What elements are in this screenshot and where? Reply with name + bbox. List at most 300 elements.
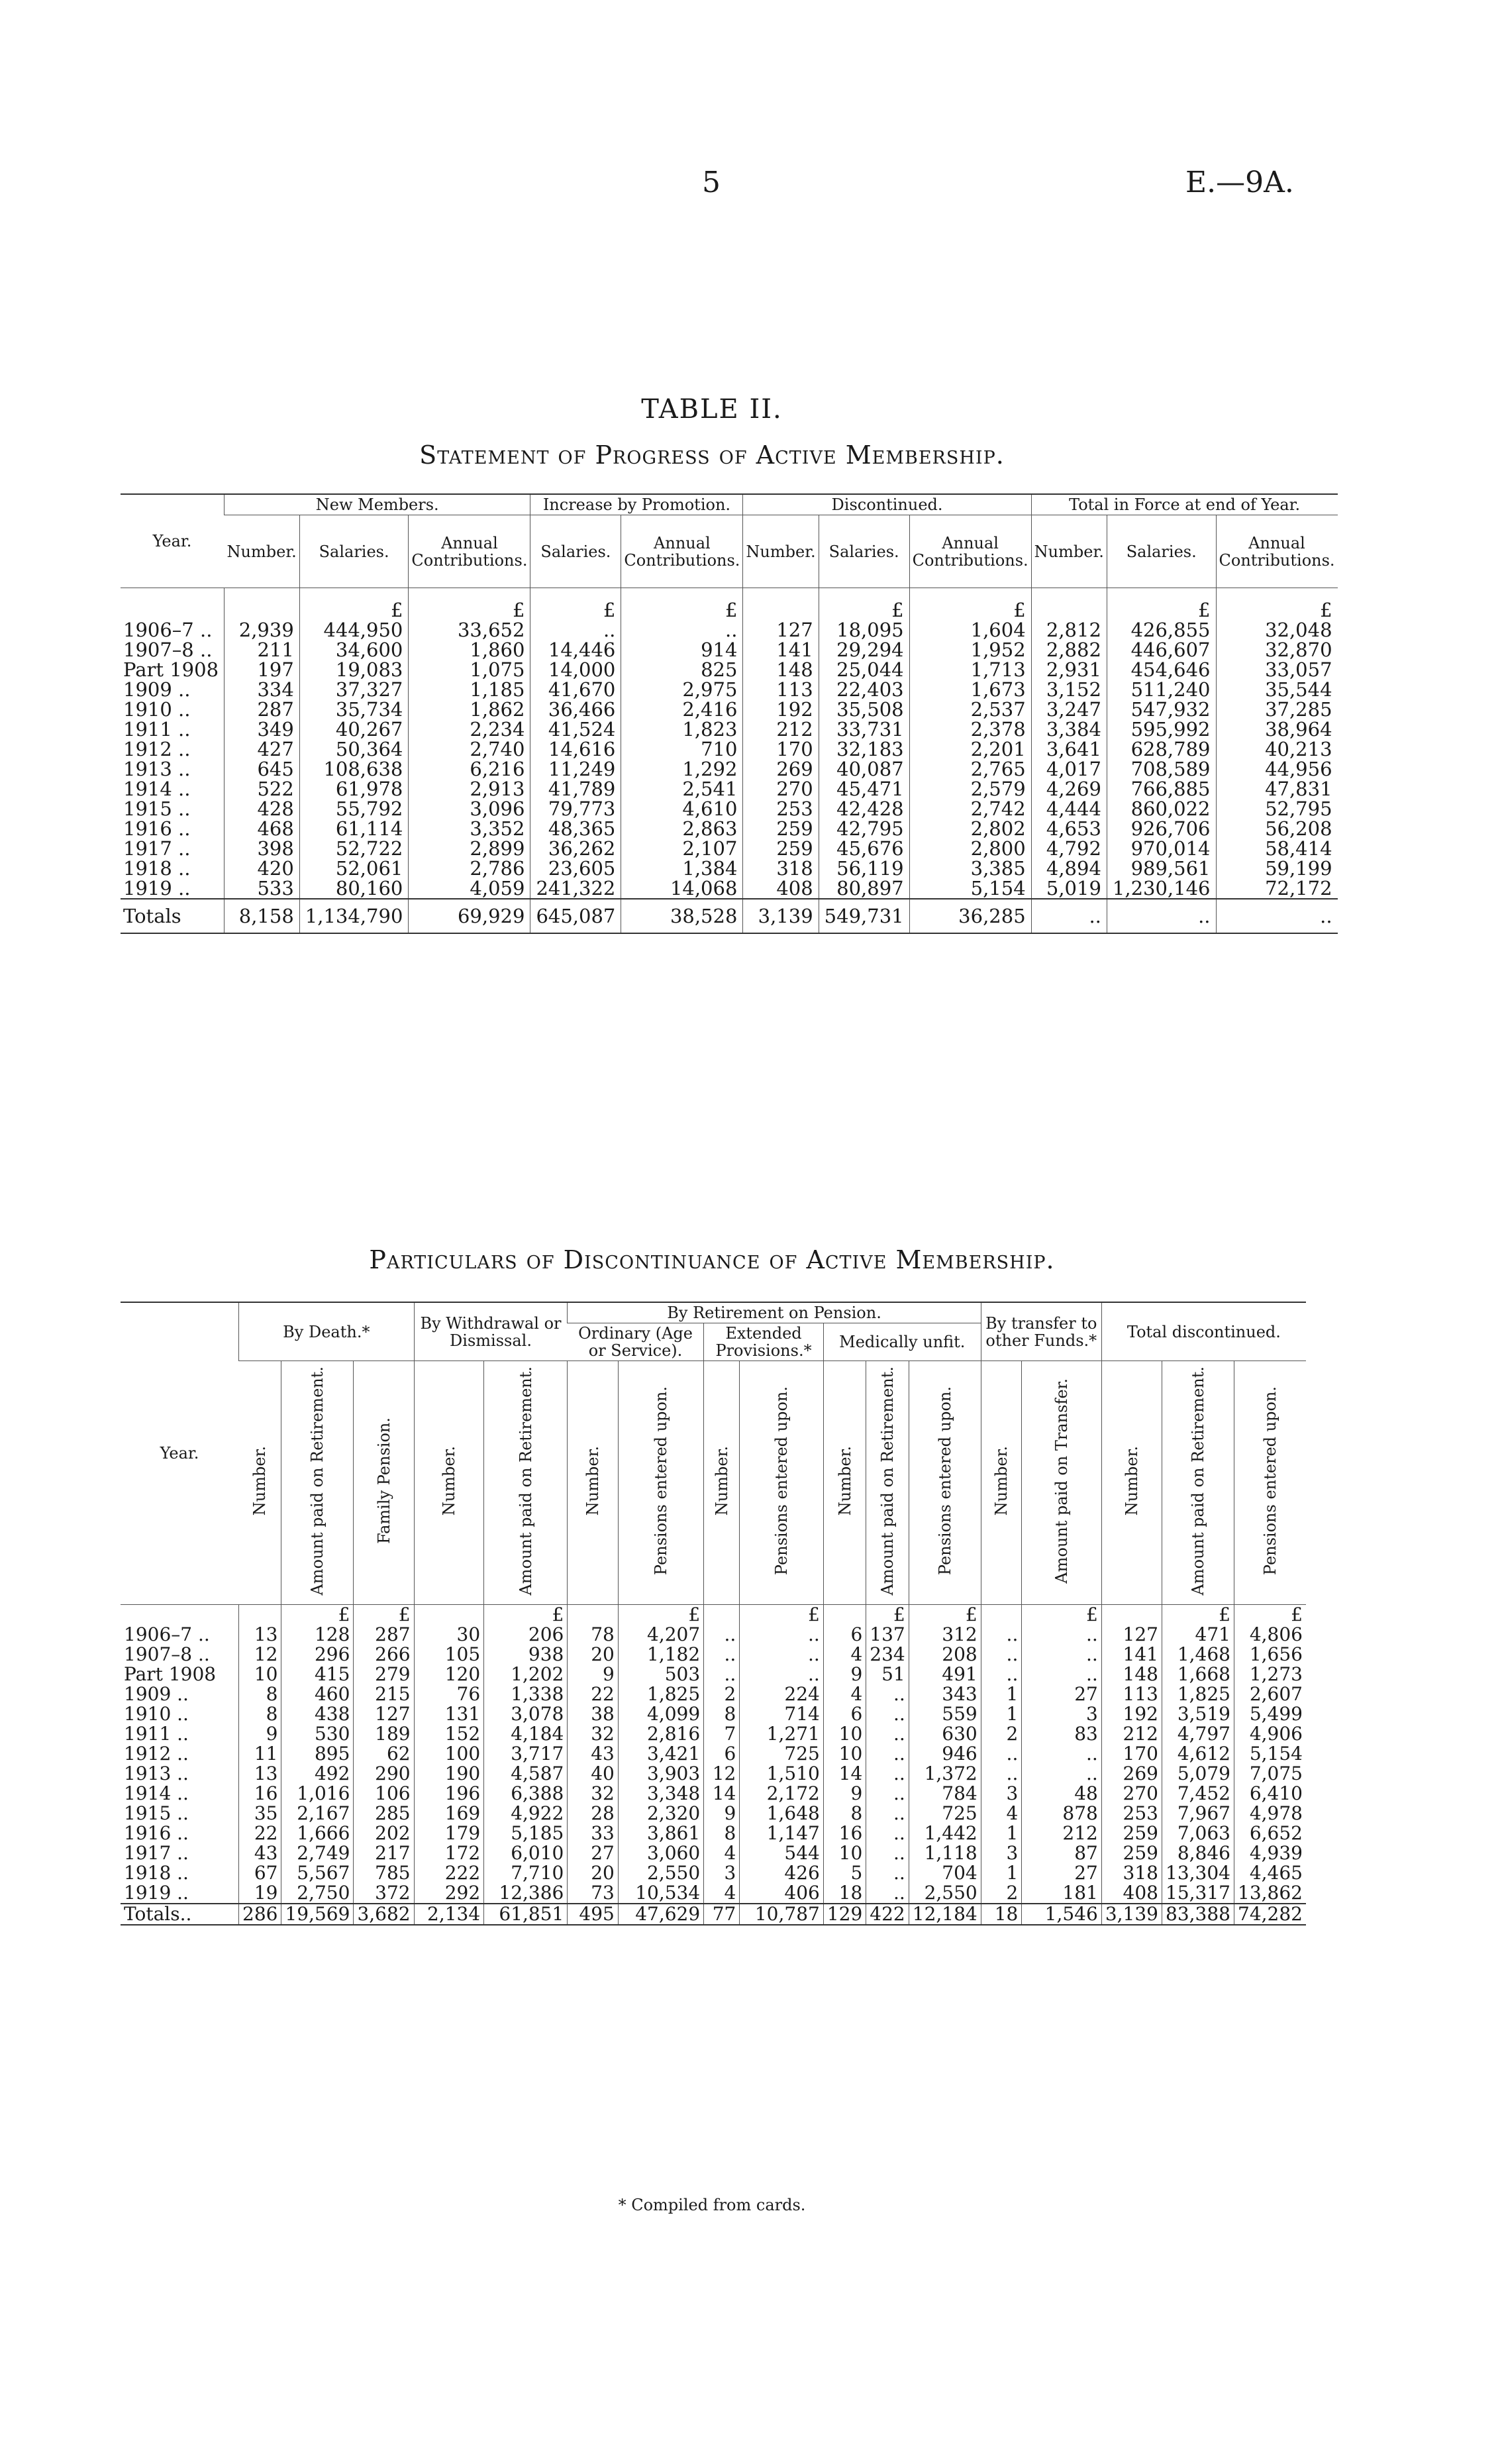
table-cell: 253 (1101, 1804, 1162, 1823)
table-cell: 318 (1101, 1863, 1162, 1883)
table-cell: 714 (740, 1704, 824, 1724)
table-cell: 20 (568, 1863, 618, 1883)
table-cell: 559 (909, 1704, 981, 1724)
table-cell: 970,014 (1107, 839, 1216, 858)
table-cell: 10 (823, 1843, 866, 1863)
row-label: 1917 .. (123, 837, 191, 860)
table-cell: 11,249 (530, 759, 621, 779)
table-cell: 1,185 (409, 680, 530, 699)
table-cell: 37,327 (299, 680, 409, 699)
table-cell: 113 (1101, 1684, 1162, 1704)
table-cell: 1,016 (281, 1784, 354, 1804)
table-cell: 13 (239, 1625, 281, 1645)
table-cell: 2,134 (414, 1904, 484, 1925)
table-cell: 5,079 (1162, 1764, 1234, 1784)
table-row (121, 1724, 1306, 1744)
table-cell: 290 (354, 1764, 414, 1784)
col-header: Number. (823, 1361, 866, 1605)
year-header: Year. (121, 1302, 239, 1604)
table-cell: 7,063 (1162, 1823, 1234, 1843)
subgroup-extended: Extended Provisions.* (704, 1323, 824, 1361)
table-cell: 206 (484, 1625, 568, 1645)
table-cell: 16 (239, 1784, 281, 1804)
table-cell: 38,964 (1216, 719, 1338, 739)
table-cell: 4 (823, 1684, 866, 1704)
table-cell: 192 (743, 699, 819, 719)
table-cell: £ (909, 588, 1031, 621)
table-cell: 1,666 (281, 1823, 354, 1843)
table-cell: 128 (281, 1625, 354, 1645)
table-cell: 33,731 (819, 719, 909, 739)
col-header: Salaries. (819, 515, 909, 588)
table-cell: 1,273 (1234, 1665, 1306, 1684)
table-cell: 32 (568, 1724, 618, 1744)
subgroup-medically-unfit: Medically unfit. (823, 1323, 981, 1361)
table-cell: 2,749 (281, 1843, 354, 1863)
col-header: Number. (743, 515, 819, 588)
table-cell: 48 (1022, 1784, 1101, 1804)
row-label: 1912 .. (124, 1742, 189, 1765)
table-cell: 55,792 (299, 799, 409, 819)
table-cell: 32 (568, 1784, 618, 1804)
group-header-row (121, 1302, 1306, 1323)
table-cell: 52,795 (1216, 799, 1338, 819)
table-cell: 32,183 (819, 739, 909, 759)
col-header: Salaries. (299, 515, 409, 588)
table-cell: 169 (414, 1804, 484, 1823)
col-header: Number. (239, 1361, 281, 1605)
table-cell: 427 (225, 739, 300, 759)
row-label: 1906–7 .. (124, 1623, 210, 1645)
group-header-row (121, 494, 1338, 515)
table-cell: £ (1022, 1604, 1101, 1625)
table-cell: £ (299, 588, 409, 621)
table-cell: 3,384 (1031, 719, 1107, 739)
table-cell: 3,421 (618, 1744, 703, 1764)
table-cell: 7,967 (1162, 1804, 1234, 1823)
table-cell (1031, 588, 1107, 621)
table-cell: 222 (414, 1863, 484, 1883)
table-cell: 190 (414, 1764, 484, 1784)
row-label: 1919 .. (123, 877, 191, 899)
table-cell: 41,789 (530, 779, 621, 799)
table-cell: 42,428 (819, 799, 909, 819)
table-row (121, 699, 1338, 719)
table-cell: 73 (568, 1883, 618, 1904)
table-cell: 2,899 (409, 839, 530, 858)
table-cell: 286 (239, 1904, 281, 1925)
table-cell: .. (621, 620, 743, 640)
table-cell: 67 (239, 1863, 281, 1883)
table-cell: 438 (281, 1704, 354, 1724)
table-row (121, 1744, 1306, 1764)
units-row (121, 588, 1338, 621)
table-cell: £ (530, 588, 621, 621)
table-cell: 1,271 (740, 1724, 824, 1744)
col-header: Pensions entered upon. (909, 1361, 981, 1605)
table-cell: 10 (239, 1665, 281, 1684)
table-cell: .. (981, 1764, 1022, 1784)
table-cell: 51 (866, 1665, 909, 1684)
table-cell: 83,388 (1162, 1904, 1234, 1925)
table-cell: 141 (1101, 1645, 1162, 1665)
table-cell: 6 (823, 1704, 866, 1724)
table-cell: 4,269 (1031, 779, 1107, 799)
table-cell: 34,600 (299, 640, 409, 660)
table-cell: .. (866, 1684, 909, 1704)
membership-progress-table (121, 493, 1338, 934)
table-cell: 2 (704, 1684, 740, 1704)
table-cell: 2,800 (909, 839, 1031, 858)
table-cell: 408 (1101, 1883, 1162, 1904)
table-cell: 40,267 (299, 719, 409, 739)
table-cell: 6,010 (484, 1843, 568, 1863)
table-cell: £ (484, 1604, 568, 1625)
row-label: 1917 .. (124, 1841, 189, 1864)
year-header: Year. (121, 494, 225, 588)
group-total-in-force: Total in Force at end of Year. (1031, 494, 1337, 515)
table-cell: 83 (1022, 1724, 1101, 1744)
table-cell: 6,410 (1234, 1784, 1306, 1804)
col-header: Pensions entered upon. (740, 1361, 824, 1605)
table-row (121, 819, 1338, 839)
table-cell: 23,605 (530, 858, 621, 878)
row-label: 1914 .. (124, 1782, 189, 1804)
table-cell: 14 (823, 1764, 866, 1784)
table-row (121, 1863, 1306, 1883)
table-cell: 2,975 (621, 680, 743, 699)
row-label: 1912 .. (123, 738, 191, 760)
row-label: 1909 .. (123, 678, 191, 701)
table-cell: 2,378 (909, 719, 1031, 739)
col-header: Salaries. (1107, 515, 1216, 588)
table-row (121, 1645, 1306, 1665)
table-cell: 938 (484, 1645, 568, 1665)
table-cell: 15,317 (1162, 1883, 1234, 1904)
table-cell: 3,139 (1101, 1904, 1162, 1925)
table-cell: 511,240 (1107, 680, 1216, 699)
table-cell: 2,802 (909, 819, 1031, 839)
table-cell: 11 (239, 1744, 281, 1764)
table-cell: 192 (1101, 1704, 1162, 1724)
table-cell: 18,095 (819, 620, 909, 640)
row-label: 1911 .. (124, 1722, 189, 1745)
table-cell: 595,992 (1107, 719, 1216, 739)
table-cell: 4,978 (1234, 1804, 1306, 1823)
table-cell: 12 (704, 1764, 740, 1784)
table-cell: 3,903 (618, 1764, 703, 1784)
table-cell: 471 (1162, 1625, 1234, 1645)
table-cell: 7,075 (1234, 1764, 1306, 1784)
table-cell: 3,096 (409, 799, 530, 819)
table-cell: 61,114 (299, 819, 409, 839)
table-title: TABLE II. (641, 394, 783, 425)
table-cell: 129 (823, 1904, 866, 1925)
table-cell: 2,537 (909, 699, 1031, 719)
table-cell: 12 (239, 1645, 281, 1665)
table-cell: 645,087 (530, 899, 621, 933)
table-cell (1101, 1604, 1162, 1625)
table-cell: .. (1022, 1764, 1101, 1784)
table-cell: .. (1022, 1625, 1101, 1645)
table-cell: .. (1107, 899, 1216, 933)
table-row (121, 1764, 1306, 1784)
table-cell (414, 1604, 484, 1625)
table-cell: 710 (621, 739, 743, 759)
col-header: Annual Contributions. (621, 515, 743, 588)
table-cell: 914 (621, 640, 743, 660)
col-header: Pensions entered upon. (618, 1361, 703, 1605)
table-cell: 1,202 (484, 1665, 568, 1684)
table-cell: 2,740 (409, 739, 530, 759)
table-cell: 878 (1022, 1804, 1101, 1823)
table-cell: 270 (743, 779, 819, 799)
table-cell: 1 (981, 1823, 1022, 1843)
table-cell: .. (704, 1625, 740, 1645)
table-cell: 4,465 (1234, 1863, 1306, 1883)
table-cell: 270 (1101, 1784, 1162, 1804)
table-cell: 8 (239, 1684, 281, 1704)
col-header: Number. (1031, 515, 1107, 588)
table-cell: 2,167 (281, 1804, 354, 1823)
col-header: Family Pension. (354, 1361, 414, 1605)
col-header: Number. (414, 1361, 484, 1605)
table-cell: .. (704, 1645, 740, 1665)
table-cell: 10,534 (618, 1883, 703, 1904)
table-cell: 422 (866, 1904, 909, 1925)
table-cell: 4,797 (1162, 1724, 1234, 1744)
table-cell: 2,107 (621, 839, 743, 858)
table-row (121, 878, 1338, 899)
table-cell: 645 (225, 759, 300, 779)
table-cell: 179 (414, 1823, 484, 1843)
table-cell: 3,152 (1031, 680, 1107, 699)
table-cell: 16 (823, 1823, 866, 1843)
table-cell: 1,668 (1162, 1665, 1234, 1684)
table-cell: 296 (281, 1645, 354, 1665)
table-cell: 35,734 (299, 699, 409, 719)
table-cell: .. (866, 1843, 909, 1863)
table-cell: 343 (909, 1684, 981, 1704)
table-cell: 2,812 (1031, 620, 1107, 640)
table-row (121, 739, 1338, 759)
table-cell: £ (1107, 588, 1216, 621)
table-cell: 725 (909, 1804, 981, 1823)
table-cell: 2 (981, 1724, 1022, 1744)
table-cell: 312 (909, 1625, 981, 1645)
table-cell: 35,508 (819, 699, 909, 719)
table-cell: 784 (909, 1784, 981, 1804)
table-cell: 2,882 (1031, 640, 1107, 660)
table-cell: 40 (568, 1764, 618, 1784)
table-cell: 189 (354, 1724, 414, 1744)
table-cell: 8 (704, 1704, 740, 1724)
table-cell: 212 (1022, 1823, 1101, 1843)
table-cell: 1,648 (740, 1804, 824, 1823)
table-cell: 279 (354, 1665, 414, 1684)
table-row (121, 1684, 1306, 1704)
group-by-death: By Death.* (239, 1302, 415, 1361)
table-cell: 58,414 (1216, 839, 1338, 858)
group-by-transfer: By transfer to other Funds.* (981, 1302, 1101, 1361)
col-header: Salaries. (530, 515, 621, 588)
table-cell: 80,160 (299, 878, 409, 899)
table-cell: 9 (704, 1804, 740, 1823)
table-cell: 334 (225, 680, 300, 699)
table-cell: 2 (981, 1883, 1022, 1904)
table-cell: 4,059 (409, 878, 530, 899)
table-cell: 522 (225, 779, 300, 799)
table-cell: 202 (354, 1823, 414, 1843)
table-cell: 25,044 (819, 660, 909, 680)
table-cell: 87 (1022, 1843, 1101, 1863)
table-cell: 4,610 (621, 799, 743, 819)
row-label: Totals.. (121, 1904, 239, 1925)
table-cell: 20 (568, 1645, 618, 1665)
table-cell: 1,825 (1162, 1684, 1234, 1704)
table-cell: .. (866, 1863, 909, 1883)
table-cell: 266 (354, 1645, 414, 1665)
table-cell: 14,068 (621, 878, 743, 899)
table-cell: 36,466 (530, 699, 621, 719)
table-cell: 860,022 (1107, 799, 1216, 819)
group-discontinued: Discontinued. (743, 494, 1031, 515)
table-cell: 2,750 (281, 1883, 354, 1904)
table-cell (704, 1604, 740, 1625)
table-cell: 4,939 (1234, 1843, 1306, 1863)
row-label (121, 588, 225, 621)
row-label: 1910 .. (123, 698, 191, 721)
discontinuance-table (121, 1302, 1306, 1925)
table-cell: 259 (1101, 1823, 1162, 1843)
table-cell: 1,384 (621, 858, 743, 878)
table-cell: 28 (568, 1804, 618, 1823)
table-cell: 2,913 (409, 779, 530, 799)
row-label (121, 1604, 239, 1625)
table-cell: 287 (225, 699, 300, 719)
table-cell: 989,561 (1107, 858, 1216, 878)
table-cell: 495 (568, 1904, 618, 1925)
group-new-members: New Members. (225, 494, 530, 515)
table-cell: .. (1031, 899, 1107, 933)
table-cell: 5,185 (484, 1823, 568, 1843)
table-cell: 2,320 (618, 1804, 703, 1823)
table-cell: .. (1216, 899, 1338, 933)
table-cell: 47,629 (618, 1904, 703, 1925)
table-cell: 460 (281, 1684, 354, 1704)
table-cell: £ (281, 1604, 354, 1625)
table-cell: 127 (354, 1704, 414, 1724)
table-cell: 259 (743, 839, 819, 858)
table-cell: 2,172 (740, 1784, 824, 1804)
table-cell: .. (740, 1665, 824, 1684)
table-cell: .. (981, 1645, 1022, 1665)
col-header: Annual Contributions. (909, 515, 1031, 588)
table-cell: 1 (981, 1704, 1022, 1724)
table-cell: 148 (743, 660, 819, 680)
table-cell: 2,742 (909, 799, 1031, 819)
table-cell: 127 (743, 620, 819, 640)
table-cell: .. (866, 1704, 909, 1724)
table-cell: £ (1216, 588, 1338, 621)
table-cell: £ (740, 1604, 824, 1625)
table-cell: 292 (414, 1883, 484, 1904)
table-cell: 44,956 (1216, 759, 1338, 779)
table-cell: 78 (568, 1625, 618, 1645)
table-cell: £ (1162, 1604, 1234, 1625)
table-cell: 241,322 (530, 878, 621, 899)
table-cell: 8,158 (225, 899, 300, 933)
table-cell: 4 (981, 1804, 1022, 1823)
table-cell: 4,653 (1031, 819, 1107, 839)
table-cell (239, 1604, 281, 1625)
table-cell (743, 588, 819, 621)
totals-row (121, 1904, 1306, 1925)
table-cell: 3 (1022, 1704, 1101, 1724)
table-cell (981, 1604, 1022, 1625)
table-cell: 19,569 (281, 1904, 354, 1925)
table-cell: 40,213 (1216, 739, 1338, 759)
table-cell: 148 (1101, 1665, 1162, 1684)
table-cell: 19 (239, 1883, 281, 1904)
table-cell: 1,230,146 (1107, 878, 1216, 899)
table-cell: 5,567 (281, 1863, 354, 1883)
group-increase-by-promotion: Increase by Promotion. (530, 494, 743, 515)
page-number: 5 (702, 166, 721, 199)
table-cell: 269 (1101, 1764, 1162, 1784)
table-cell: 38,528 (621, 899, 743, 933)
table-cell: .. (1022, 1665, 1101, 1684)
table-cell: 372 (354, 1883, 414, 1904)
table-cell: 22 (568, 1684, 618, 1704)
table-cell: 1,860 (409, 640, 530, 660)
table-cell: .. (866, 1764, 909, 1784)
table-cell: 12,184 (909, 1904, 981, 1925)
table-cell: 4,017 (1031, 759, 1107, 779)
table-cell: 630 (909, 1724, 981, 1744)
table-cell: 212 (1101, 1724, 1162, 1744)
column-header-row (121, 515, 1338, 588)
table-cell: 62 (354, 1744, 414, 1764)
col-header: Number. (568, 1361, 618, 1605)
table-cell: £ (1234, 1604, 1306, 1625)
table-cell: 10 (823, 1744, 866, 1764)
table-cell: £ (909, 1604, 981, 1625)
table-cell: 56,119 (819, 858, 909, 878)
table-cell: 45,471 (819, 779, 909, 799)
table2-body (121, 1604, 1306, 1925)
table-cell: 43 (568, 1744, 618, 1764)
table2-subtitle: Particulars of Discontinuance of Active Membership. (369, 1245, 1055, 1274)
table-cell: 5,154 (909, 878, 1031, 899)
row-label: Part 1908 (123, 658, 219, 681)
table-cell: 14 (704, 1784, 740, 1804)
table-cell: 426,855 (1107, 620, 1216, 640)
table-cell: 212 (743, 719, 819, 739)
table-cell: 2,607 (1234, 1684, 1306, 1704)
row-label: 1913 .. (123, 758, 191, 780)
table1-subtitle: Statement of Progress of Active Membership. (419, 440, 1005, 470)
table-row (121, 1843, 1306, 1863)
table-cell: 8 (823, 1804, 866, 1823)
table-cell: 3,060 (618, 1843, 703, 1863)
table-cell: 4,444 (1031, 799, 1107, 819)
table-cell: 8 (704, 1823, 740, 1843)
table-cell: 76 (414, 1684, 484, 1704)
col-header: Number. (225, 515, 300, 588)
table-row (121, 1625, 1306, 1645)
table-cell: 9 (239, 1724, 281, 1744)
